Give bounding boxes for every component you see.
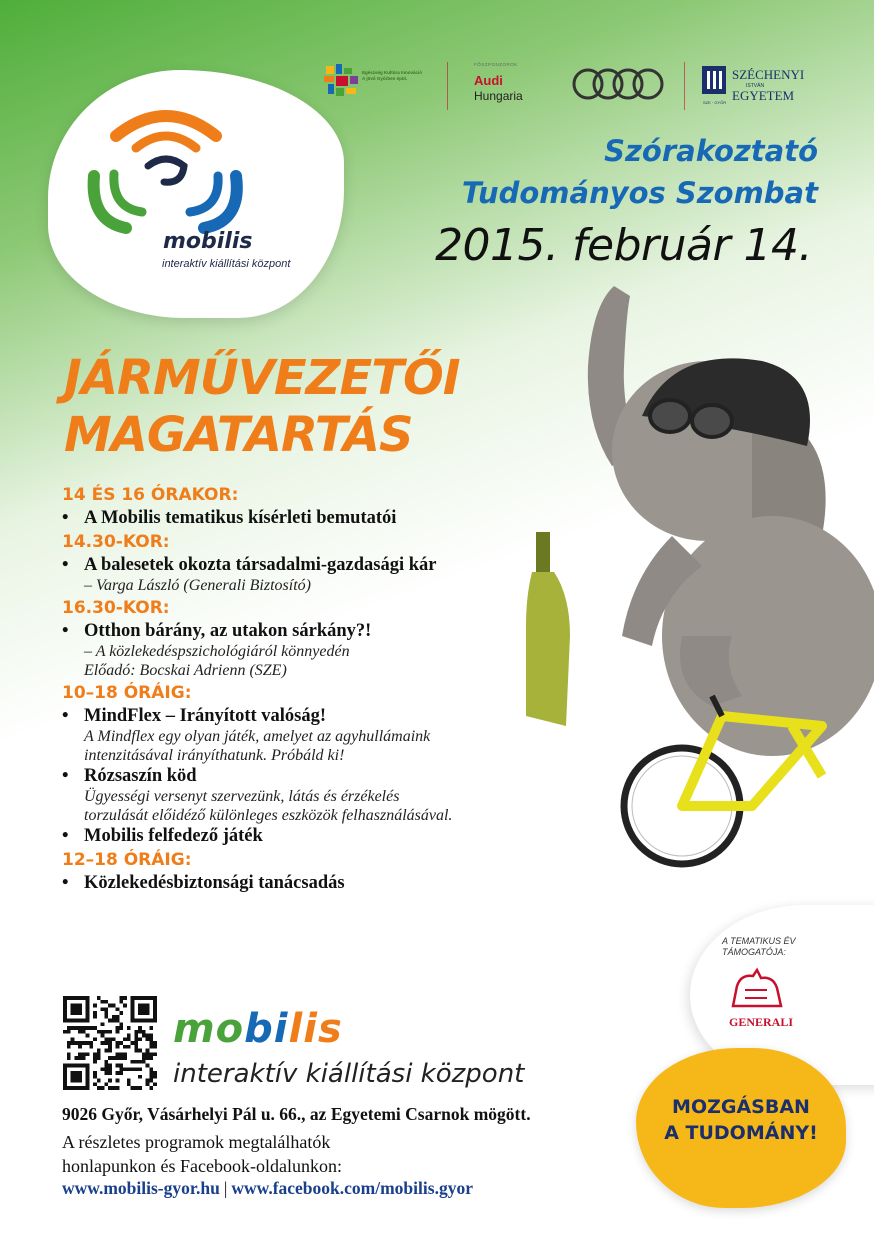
program-time-heading: 14 ÉS 16 ÓRAKOR: <box>62 485 239 505</box>
program-item-title: • A Mobilis tematikus kísérleti bemutatói <box>62 507 622 529</box>
event-title-line2: Tudományos Szombat <box>461 176 818 210</box>
lion-icon <box>727 966 787 1012</box>
qr-code[interactable] <box>63 996 157 1090</box>
sponsor-divider <box>447 62 448 110</box>
city-mosaic-icon <box>322 62 362 102</box>
program-time-heading: 14.30-KOR: <box>62 532 170 552</box>
program-item-note: intenzitásával irányíthatunk. Próbáld ki! <box>84 747 345 764</box>
program-time-heading: 10–18 ÓRÁIG: <box>62 683 192 703</box>
mobilis-logo-icon <box>86 96 246 236</box>
audi-country: Hungaria <box>474 89 523 103</box>
more-info-line1: A részletes programok megtalálhatók <box>62 1132 331 1152</box>
program-item-title: • Rózsaszín köd <box>62 765 622 787</box>
wordmark-part-3: lis <box>288 1006 343 1052</box>
university-caption: SZE · GYŐR <box>703 100 727 105</box>
event-date: 2015. február 14. <box>435 220 812 271</box>
bottom-subtitle: interaktív kiállítási központ <box>173 1059 525 1089</box>
slogan-line2: A TUDOMÁNY! <box>664 1122 818 1144</box>
more-info-line2: honlapunkon és Facebook-oldalunkon: <box>62 1156 342 1176</box>
program-item-note: – Varga László (Generali Biztosító) <box>84 577 311 594</box>
links-row <box>62 1178 473 1199</box>
facebook-link[interactable]: www.facebook.com/mobilis.gyor <box>231 1178 473 1198</box>
bicycle-icon <box>624 696 822 864</box>
sponsor-divider <box>684 62 685 110</box>
link-separator: | <box>223 1178 228 1198</box>
generali-caption: A TEMATIKUS ÉV TÁMOGATÓJA: <box>722 936 796 957</box>
sze-university-logo <box>700 62 830 112</box>
city-sponsor-logo <box>322 62 438 112</box>
university-name-line1: SZÉCHENYI <box>732 67 805 82</box>
program-item-note: torzulását előidéző különleges eszközök felhasználásával. <box>84 807 453 824</box>
main-title-line1: JÁRMŰVEZETŐI <box>64 350 460 406</box>
audi-rings-icon <box>570 62 666 102</box>
program-item-note: Ügyességi versenyt szervezünk, látás és érzékelés <box>84 788 400 805</box>
wordmark-part-1: mo <box>173 1006 245 1052</box>
wordmark-part-2: bi <box>244 1006 289 1052</box>
program-item-title: • Otthon bárány, az utakon sárkány?! <box>62 620 622 642</box>
university-crest-icon <box>700 62 728 98</box>
audi-hungaria-logo <box>460 62 560 112</box>
bottom-wordmark <box>173 1006 343 1052</box>
program-list <box>62 482 622 894</box>
program-item-title: • MindFlex – Irányított valóság! <box>62 705 622 727</box>
audi-rings-logo <box>570 62 666 112</box>
sponsor-caption: FŐSZPONZOROK <box>474 62 518 67</box>
program-item-note: A Mindflex egy olyan játék, amelyet az agyhullámaink <box>84 728 431 745</box>
generali-name: GENERALI <box>729 1015 794 1029</box>
program-time-heading: 12–18 ÓRÁIG: <box>62 850 192 870</box>
city-sponsor-text: Egészség Kultúra Innováció A jövő Győrben épül. <box>362 70 423 81</box>
main-title-line2: MAGATARTÁS <box>64 407 413 463</box>
program-item-title: • Mobilis felfedező játék <box>62 825 622 847</box>
program-item-note: – A közlekedéspszichológiáról könnyedén <box>84 643 350 660</box>
logo-wordmark: mobilis <box>163 229 253 254</box>
university-name-mid: ISTVÁN <box>746 83 765 89</box>
program-time-heading: 16.30-KOR: <box>62 598 170 618</box>
more-info <box>62 1130 662 1178</box>
university-name-line2: EGYETEM <box>732 88 795 103</box>
logo-subtitle: interaktív kiállítási központ <box>162 258 291 270</box>
program-item-title: • A balesetek okozta társadalmi-gazdasági kár <box>62 554 622 576</box>
slogan <box>636 1094 846 1146</box>
slogan-line1: MOZGÁSBAN <box>672 1096 810 1118</box>
program-item-title: • Közlekedésbiztonsági tanácsadás <box>62 872 622 894</box>
event-title-line1: Szórakoztató <box>604 134 818 168</box>
audi-name: Audi <box>474 73 503 88</box>
address: 9026 Győr, Vásárhelyi Pál u. 66., az Egyetemi Csarnok mögött. <box>62 1104 531 1124</box>
website-link[interactable]: www.mobilis-gyor.hu <box>62 1178 220 1198</box>
program-item-note: Előadó: Bocskai Adrienn (SZE) <box>84 662 287 679</box>
